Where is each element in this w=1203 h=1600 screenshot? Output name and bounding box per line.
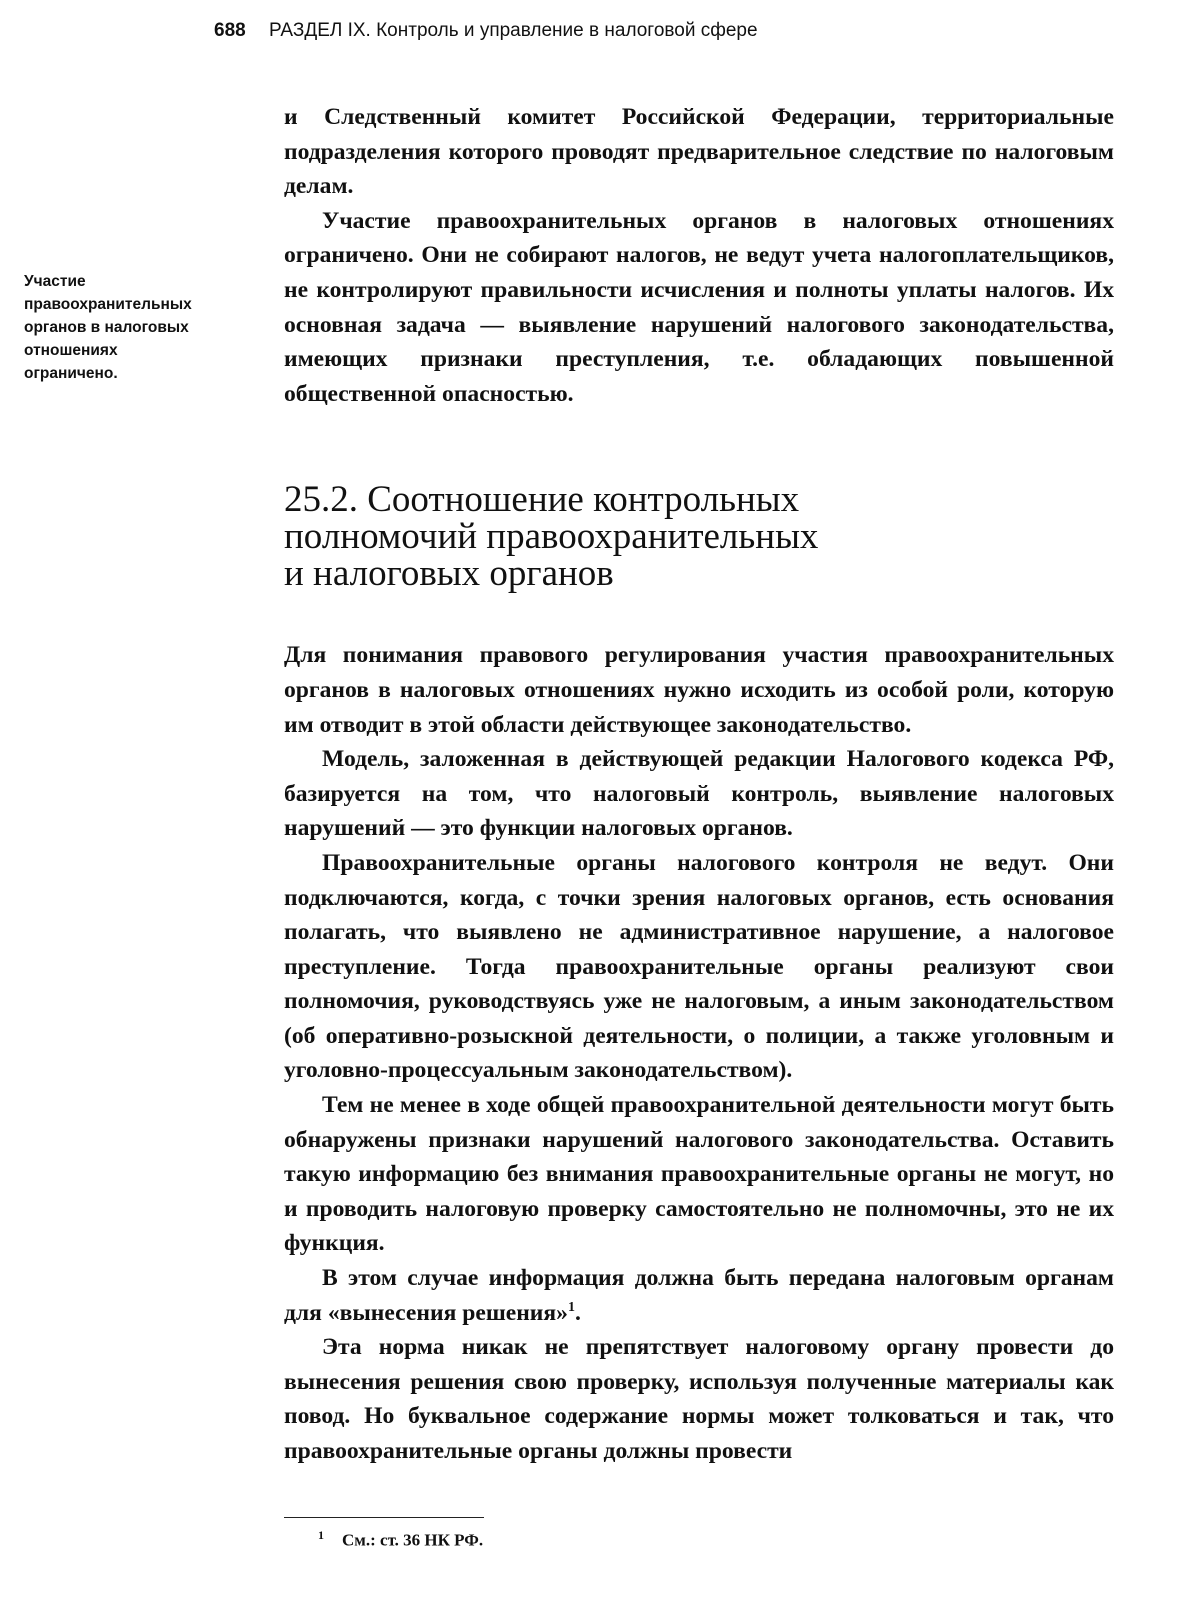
paragraph: Тем не менее в ходе общей правоохранительной деятельности могут быть обнаружены признаки нарушений налогового законодательства. Оставить такую информацию без внимания правоохранительные органы не могут, но и проводить налоговую проверку самостоятельно не полномочны, это не их функция. <box>284 1092 1114 1257</box>
margin-note <box>24 270 254 385</box>
paragraph: Модель, заложенная в действующей редакции Налогового кодекса РФ, базируется на том, что налоговый контроль, выявление налоговых нарушений — это функции налоговых органов. <box>284 746 1114 842</box>
paragraph-tail: . <box>574 1299 581 1326</box>
footnote-divider <box>284 1517 484 1518</box>
paragraph: и Следственный комитет Российской Федерации, территориальные подразделения которого проводят предварительное следствие по налоговым делам. <box>284 104 1114 200</box>
page-header <box>214 20 758 42</box>
footnote-reference: 1 <box>567 1299 575 1315</box>
main-text <box>284 100 1114 1469</box>
paragraph: Участие правоохранительных органов в налоговых отношениях ограничено. Они не собирают налогов, не ведут учета налогоплательщиков, не контролируют правильности исчисления и полноты уплаты налогов. Их основная задача — выявление нарушений налогового законодательства, имеющих признаки преступления, т.е. обладающих повышенной общественной опасностью. <box>284 207 1114 407</box>
section-heading <box>284 479 1114 595</box>
running-head: РАЗДЕЛ IX. Контроль и управление в налоговой сфере <box>268 20 758 41</box>
paragraph: Для понимания правового регулирования участия правоохранительных органов в налоговых отношениях нужно исходить из особой роли, которую им отводит в этой области действующее законодательство. <box>284 642 1114 738</box>
section-heading-line: 25.2. Соотношение контрольных <box>284 479 800 521</box>
paragraph: Правоохранительные органы налогового контроля не ведут. Они подключаются, когда, с точки зрения налоговых органов, есть основания полагать, что выявлено не административное нарушение, а налоговое преступление. Тогда правоохранительные органы реализуют свои полномочия, руководствуясь уже не налоговым, а иным законодательством (об оперативно-розыскной деятельности, о полиции, а также уголовным и уголовно-процессуальным законодательством). <box>284 849 1114 1084</box>
paragraph-text: В этом случае информация должна быть передана налоговым органам для «вынесения решения» <box>284 1265 1114 1326</box>
section-heading-line: и налоговых органов <box>284 553 614 595</box>
margin-note-line: отношениях <box>24 342 118 359</box>
paragraph: Эта норма никак не препятствует налоговому органу провести до вынесения решения свою проверку, используя полученные материалы как повод. Но буквальное содержание нормы может толковаться и так, что правоохранительные органы должны провести <box>284 1334 1114 1464</box>
section-heading-line: полномочий правоохранительных <box>284 516 819 558</box>
margin-note-line: ограничено. <box>24 365 118 382</box>
footnote <box>318 1528 483 1551</box>
margin-note-line: Участие <box>24 273 86 290</box>
margin-note-line: органов в налоговых <box>24 319 189 336</box>
footnote-text: См.: ст. 36 НК РФ. <box>342 1530 484 1550</box>
page-number: 688 <box>214 20 246 41</box>
margin-note-line: правоохранительных <box>24 296 192 313</box>
paragraph-with-footnote <box>284 1261 1114 1330</box>
footnote-mark: 1 <box>318 1528 324 1542</box>
